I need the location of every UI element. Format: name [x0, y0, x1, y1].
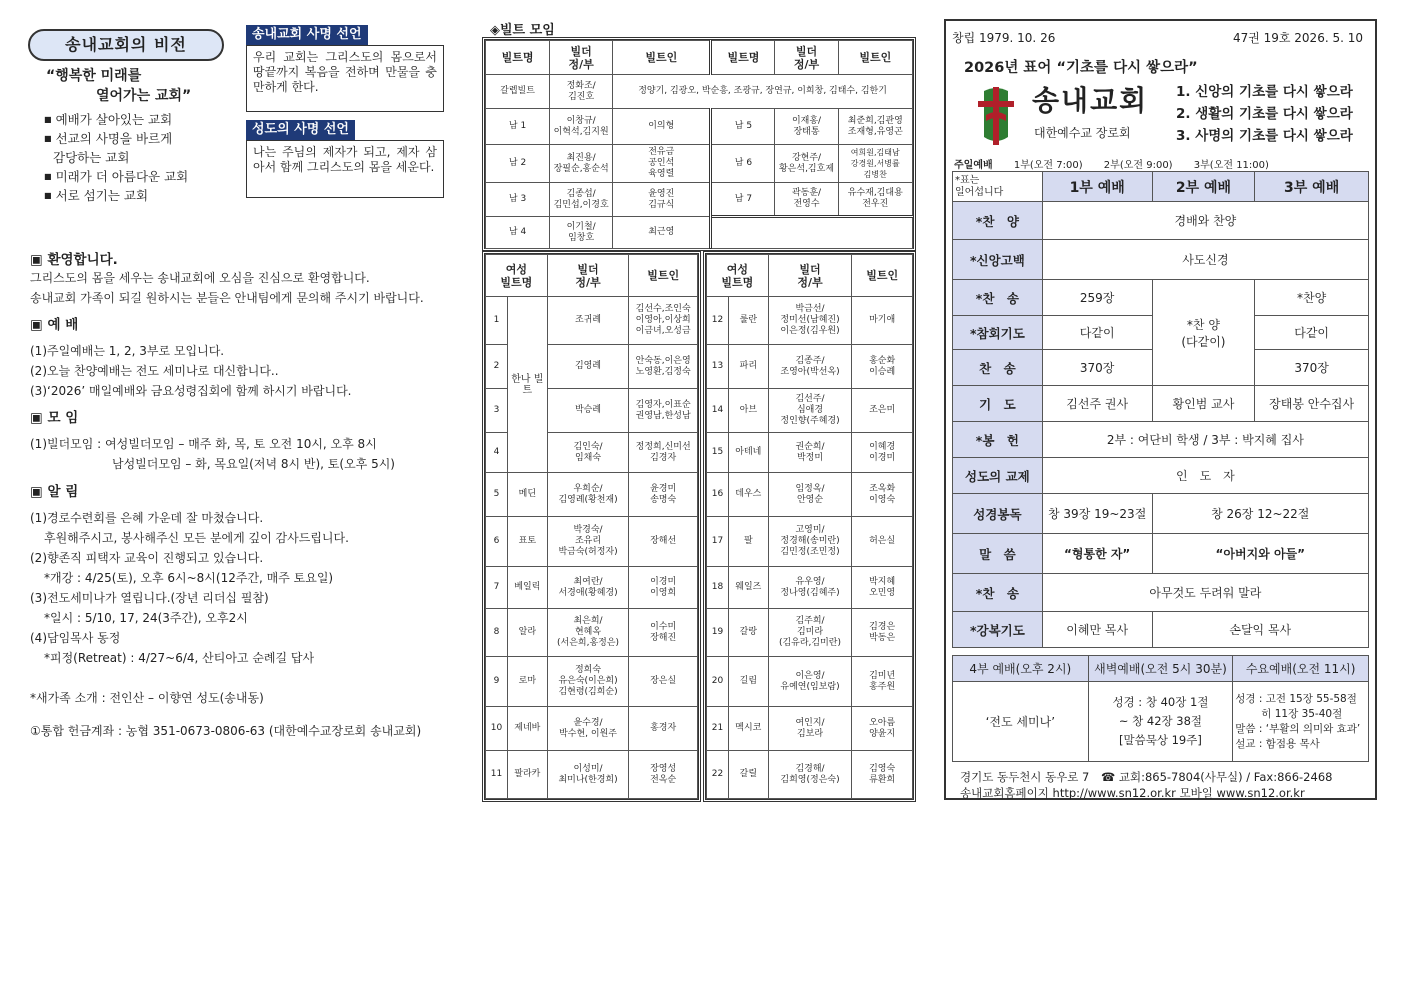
table-row: 성도의 교제 인 도 자	[953, 458, 1369, 494]
notice-line: *일시 : 5/10, 17, 24(3주간), 오후2시	[44, 611, 248, 625]
welcome-section	[30, 248, 460, 308]
table-row: 12 룰란 박금선/ 정미선(남혜진) 이은정(김우원) 마기애	[707, 297, 913, 345]
church-address: 경기도 동두천시 동우로 7 ☎ 교회:865-7804(사무실) / Fax:866-2468	[960, 770, 1333, 784]
motto-line-2: 열어가는 교회”	[96, 88, 192, 104]
table-row: 3 박승례 김영자,이표순 권영남,한성남	[486, 389, 698, 433]
col-header: 빌트명	[486, 41, 550, 75]
vision-item: ■ 미래가 더 아름다운 교회	[44, 167, 188, 186]
col-header: 빌더 정/부	[775, 41, 838, 75]
vision-title: 송내교회의 비전	[28, 29, 224, 61]
table-row: *신앙고백 사도신경	[953, 240, 1369, 280]
saints-mission-box	[246, 120, 444, 198]
church-mission-text: 우리 교회는 그리스도의 몸으로서 땅끝까지 복음을 전하며 만물을 충만하게 한다.	[246, 45, 444, 112]
denomination: 대한예수교 장로회	[1034, 126, 1131, 140]
table-row: 남 1 이창규/ 이혁석,김지원 이의형 남 5 이재홍/ 장태통 최준희,김관영 조재형,유영곤	[486, 109, 913, 145]
table-row: *찬 송 259장 *찬 양 (다같이) *찬양	[953, 280, 1369, 316]
worship-order-panel	[944, 19, 1377, 800]
table-row: 남 2 최진용/ 장필순,홍순석 전유금 공인석 육영렬 남 6 강현주/ 황은석,김호제 여희원,김태남 강경원,서병률 김병찬	[486, 145, 913, 183]
motto	[46, 66, 191, 106]
notice-line: 후원해주시고, 봉사해주신 모든 분에게 깊이 감사드립니다.	[44, 531, 349, 545]
table-row: 18 웨일즈 유우영/ 정나영(김혜주) 박지혜 오민영	[707, 567, 913, 609]
men-builders-table	[482, 37, 916, 251]
stand-note: *표는 일어섭니다	[953, 172, 1043, 202]
vision-list	[44, 110, 188, 205]
table-row: ‘전도 세미나’ 성경 : 창 40장 1절 ~ 창 42장 38절 [말씀묵상 19주] 성경 : 고전 15장 55-58절 히 11장 35-40절 말씀 : ‘부활의 의미와 효과’ 설교 : 함점용 목사	[953, 682, 1369, 762]
table-row: 7 베일릭 최여란/ 서경애(황혜경) 이경미 이영희	[486, 567, 698, 609]
issue-number: 47권 19호 2026. 5. 10	[1232, 31, 1363, 45]
vision-item: ■ 서로 섬기는 교회	[44, 186, 188, 205]
table-row: *찬 송 아무것도 두려워 말라	[953, 574, 1369, 612]
vision-item: 감당하는 교회	[53, 150, 130, 165]
col-header: 여성 빌트명	[486, 255, 548, 297]
welcome-line: 그리스도의 몸을 세우는 송내교회에 오심을 진심으로 환영합니다.	[30, 271, 370, 285]
table-row: 16 데우스 임정옥/ 안영순 조옥화 이영숙	[707, 473, 913, 517]
women-builders-table-left	[482, 251, 701, 802]
notice-title: ▣ 알 림	[30, 484, 79, 500]
worship-line: (1)주일예배는 1, 2, 3부로 모입니다.	[30, 344, 225, 358]
offering-account: ①통합 헌금계좌 : 농협 351-0673-0806-63 (대한예수교장로회 송내교회)	[30, 724, 422, 738]
table-row: 11 팔라카 이성미/ 최미나(한경희) 장영성 전옥순	[486, 751, 698, 799]
worship-title: ▣ 예 배	[30, 317, 79, 333]
table-row: 9 로마 정희숙 유은숙(이은희) 김현령(김희순) 장은실	[486, 657, 698, 707]
table-row: 6 표토 박경숙/ 조유리 박금숙(허정자) 장해선	[486, 517, 698, 567]
meeting-line: (1)빌더모임 : 여성빌더모임 – 매주 화, 목, 토 오전 10시, 오후 8시	[30, 437, 377, 451]
table-row: *찬 양 경배와 찬양	[953, 202, 1369, 240]
table-row: 8 알라 최은희/ 현혜옥 (서은희,홍정은) 이수미 장해진	[486, 609, 698, 657]
vision-item: ■ 선교의 사명을 바르게	[44, 129, 188, 148]
goal-item: 3. 사명의 기초를 다시 쌓으라	[1176, 128, 1353, 144]
table-row: 17 팔 고영미/ 정경해(송미란) 김민정(조민정) 허은실	[707, 517, 913, 567]
builders-title: ◈빌트 모임	[490, 23, 555, 38]
welcome-title: ▣ 환영합니다.	[30, 252, 118, 268]
table-row: 남 3 김종섭/ 김민섭,이경호 윤영진 김규식 남 7 곽동훈/ 전영수 유수재,김대용 전우진	[486, 183, 913, 217]
table-row: 기 도 김선주 권사 황인범 교사 장태봉 안수집사	[953, 386, 1369, 422]
motto-line-1: “행복한 미래를	[46, 68, 142, 84]
col-header: 빌더 정/부	[547, 255, 629, 297]
col-header: 1부 예배	[1042, 172, 1152, 202]
church-name: 송내교회	[1032, 84, 1149, 117]
year-goals	[1176, 81, 1353, 147]
church-homepage: 송내교회홈페이지 http://www.sn12.or.kr 모바일 www.sn12.or.kr	[960, 786, 1305, 800]
table-row: 4 김인숙/ 임채숙 정정희,신미선 김경자	[486, 433, 698, 473]
other-services-table	[952, 655, 1369, 762]
new-family: *새가족 소개 : 전인산 – 이향연 성도(송내동)	[30, 691, 264, 705]
goal-item: 2. 생활의 기초를 다시 쌓으라	[1176, 106, 1353, 122]
church-logo-icon	[974, 85, 1018, 147]
notice-line: (1)경로수련회를 은혜 가운데 잘 마쳤습니다.	[30, 511, 264, 525]
notice-line: (2)향존직 피택자 교육이 진행되고 있습니다.	[30, 551, 264, 565]
church-mission-box	[246, 25, 444, 112]
col-header: 빌더 정/부	[550, 41, 613, 75]
meeting-title: ▣ 모 임	[30, 410, 79, 426]
col-header: 3부 예배	[1255, 172, 1369, 202]
table-row: *강복기도 이혜만 목사 손달익 목사	[953, 612, 1369, 648]
col-header: 새벽예배(오전 5시 30분)	[1088, 656, 1233, 682]
col-header: 2부 예배	[1152, 172, 1255, 202]
col-header: 빌트명	[711, 41, 775, 75]
table-row: 13 파리 김종주/ 조영아(박선옥) 홍순화 이승례	[707, 345, 913, 389]
col-header: 빌트인	[629, 255, 698, 297]
notice-section	[30, 480, 460, 668]
table-row: 남 4 이기철/ 임창호 최근영	[486, 217, 913, 249]
col-header: 빌더 정/부	[768, 255, 852, 297]
table-row: 2 김영례 안숙동,이은영 노영환,김정숙	[486, 345, 698, 389]
table-row: 찬 송 370장 370장	[953, 350, 1369, 386]
col-header: 수요예배(오전 11시)	[1233, 656, 1369, 682]
welcome-line: 송내교회 가족이 되길 원하시는 분들은 안내팀에게 문의해 주시기 바랍니다.	[30, 291, 424, 305]
goal-item: 1. 신앙의 기초를 다시 쌓으라	[1176, 84, 1353, 100]
notice-line: (3)전도세미나가 열립니다.(장년 리더십 필참)	[30, 591, 269, 605]
table-row: 19 갈랑 김주희/ 김미라 (김유라,김미란) 김경은 박동은	[707, 609, 913, 657]
vision-item: ■ 예배가 살아있는 교회	[44, 110, 188, 129]
col-header: 4부 예배(오후 2시)	[953, 656, 1089, 682]
table-row: *봉 헌 2부 : 여단비 학생 / 3부 : 박지혜 집사	[953, 422, 1369, 458]
col-header: 빌트인	[838, 41, 912, 75]
notice-line: (4)담임목사 동정	[30, 631, 121, 645]
worship-line: (2)오늘 찬양예배는 전도 세미나로 대신합니다..	[30, 364, 279, 378]
col-header: 여성 빌트명	[707, 255, 769, 297]
col-header: 빌트인	[852, 255, 913, 297]
church-mission-title: 송내교회 사명 선언	[246, 25, 368, 45]
women-builders-table-right	[703, 251, 916, 802]
table-row: 5 메딘 우희순/ 김영례(황천재) 윤경미 송명숙	[486, 473, 698, 517]
service-times: 주일예배 1부(오전 7:00) 2부(오전 9:00) 3부(오전 11:00)	[954, 160, 1269, 171]
col-header: 빌트인	[613, 41, 711, 75]
sunday-service-table	[952, 171, 1369, 648]
notice-line: *개강 : 4/25(토), 오후 6시~8시(12주간, 매주 토요일)	[44, 571, 334, 585]
table-row: 15 아테네 권순희/ 박정미 이혜경 이경미	[707, 433, 913, 473]
year-slogan: 2026년 표어 “기초를 다시 쌓으라”	[964, 60, 1198, 76]
table-row: 말 씀 “형통한 자” “아버지와 아들”	[953, 534, 1369, 574]
table-row: 14 아브 김선주/ 심애경 정인향(주혜경) 조은미	[707, 389, 913, 433]
table-row: 1 한나 빌트 조귀례 김선수,조인숙 이영아,이상희 이금녀,오성금	[486, 297, 698, 345]
worship-section	[30, 313, 460, 401]
table-row: 갈렙빌트 정화조/ 김진호 정양기, 김광오, 박순흥, 조광규, 장연규, 이희창, 김태수, 김한기	[486, 75, 913, 109]
worship-line: (3)‘2026’ 매일예배와 금요성령집회에 함께 하시기 바랍니다.	[30, 384, 352, 398]
notice-line: *피정(Retreat) : 4/27~6/4, 산티아고 순례길 답사	[44, 651, 315, 665]
table-row: 20 길림 이은영/ 유예연(임보람) 김미년 홍주원	[707, 657, 913, 707]
table-row: *참회기도 다같이 다같이	[953, 316, 1369, 350]
saints-mission-text: 나는 주님의 제자가 되고, 제자 삼아서 함께 그리스도의 몸을 세운다.	[246, 140, 444, 198]
table-row: 성경봉독 창 39장 19~23절 창 26장 12~22절	[953, 494, 1369, 534]
table-row: 10 제네바 윤수경/ 박수현, 이원주 홍경자	[486, 707, 698, 751]
meeting-line: 남성빌더모임 – 화, 목요일(저녁 8시 반), 토(오후 5시)	[112, 457, 395, 471]
saints-mission-title: 성도의 사명 선언	[246, 120, 355, 140]
meeting-section	[30, 406, 460, 474]
founded-date: 창립 1979. 10. 26	[952, 31, 1056, 45]
table-row: 21 멕시코 여인지/ 김보라 오아름 양윤지	[707, 707, 913, 751]
table-row: 22 갈릴 김경해/ 김희영(정은숙) 김영숙 류환희	[707, 751, 913, 799]
church-logo	[974, 85, 1018, 147]
